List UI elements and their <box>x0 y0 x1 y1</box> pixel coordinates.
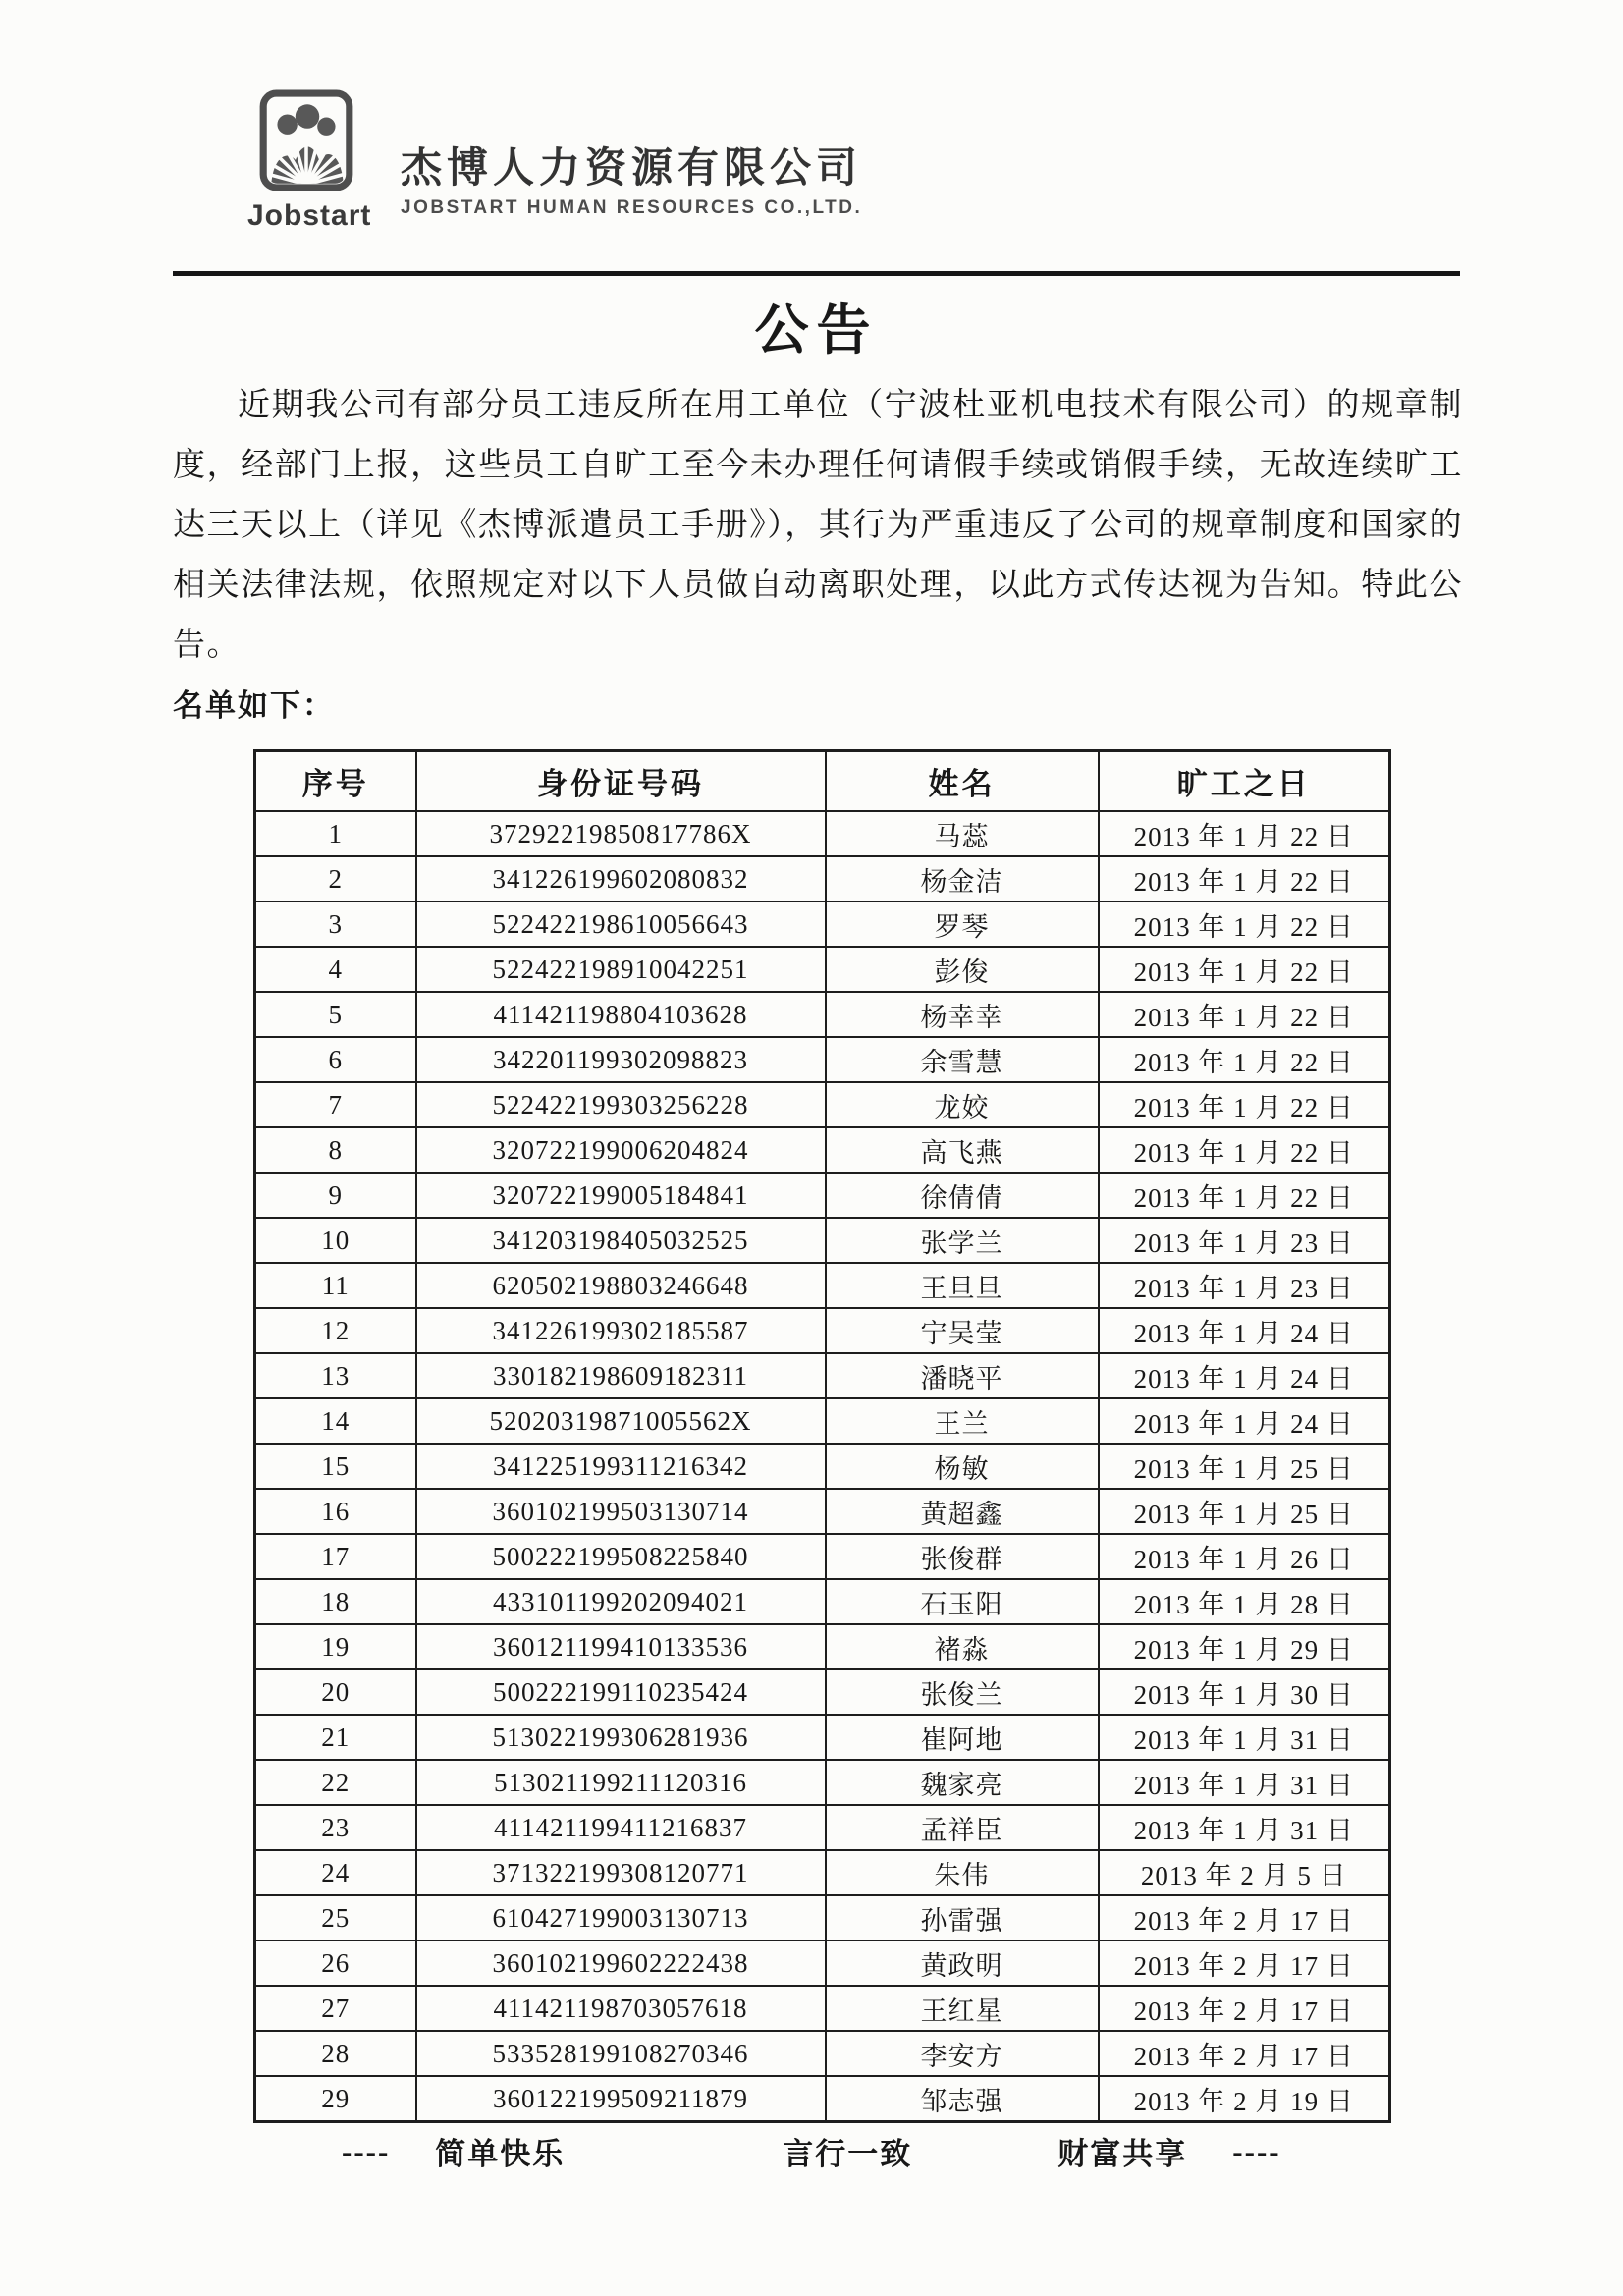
footer-slogan-3: 财富共享 <box>1057 2137 1188 2171</box>
table-cell: 2013 年 1 月 22 日 <box>1099 1173 1390 1218</box>
table-cell: 7 <box>255 1082 416 1127</box>
table-cell: 11 <box>255 1263 416 1308</box>
footer-dashes-left: ---- <box>342 2133 391 2168</box>
header-divider <box>173 271 1460 276</box>
table-cell: 360102199602222438 <box>416 1941 826 1986</box>
table-row <box>255 811 1390 856</box>
table-cell: 2013 年 1 月 31 日 <box>1099 1805 1390 1850</box>
table-cell: 孟祥臣 <box>826 1805 1099 1850</box>
table-body <box>255 811 1390 2122</box>
absentee-table <box>253 749 1391 2123</box>
table-row <box>255 1850 1390 1895</box>
table-cell: 潘晓平 <box>826 1353 1099 1398</box>
table-cell: 2013 年 1 月 24 日 <box>1099 1353 1390 1398</box>
table-cell: 黄政明 <box>826 1941 1099 1986</box>
table-cell: 19 <box>255 1624 416 1669</box>
column-header-id-number: 身份证号码 <box>416 751 826 812</box>
table-cell: 余雪慧 <box>826 1037 1099 1082</box>
table-row <box>255 1398 1390 1444</box>
table-row <box>255 1715 1390 1760</box>
table-cell: 500222199110235424 <box>416 1669 826 1715</box>
table-cell: 2013 年 1 月 23 日 <box>1099 1218 1390 1263</box>
table-cell: 邹志强 <box>826 2076 1099 2122</box>
table-cell: 13 <box>255 1353 416 1398</box>
table-cell: 24 <box>255 1850 416 1895</box>
footer-slogan-2: 言行一致 <box>783 2137 913 2171</box>
table-cell: 3 <box>255 902 416 947</box>
table-cell: 2 <box>255 856 416 902</box>
table-row <box>255 1489 1390 1534</box>
table-cell: 18 <box>255 1579 416 1624</box>
table-cell: 2013 年 1 月 22 日 <box>1099 992 1390 1037</box>
table-cell: 360122199509211879 <box>416 2076 826 2122</box>
table-cell: 崔阿地 <box>826 1715 1099 1760</box>
table-cell: 石玉阳 <box>826 1579 1099 1624</box>
table-row <box>255 1669 1390 1715</box>
logo-wordmark: Jobstart <box>247 199 372 232</box>
table-cell: 2013 年 1 月 24 日 <box>1099 1398 1390 1444</box>
table-cell: 2013 年 1 月 22 日 <box>1099 1037 1390 1082</box>
table-cell: 9 <box>255 1173 416 1218</box>
table-cell: 12 <box>255 1308 416 1353</box>
table-cell: 2013 年 2 月 17 日 <box>1099 1986 1390 2031</box>
table-cell: 29 <box>255 2076 416 2122</box>
table-cell: 52020319871005562X <box>416 1398 826 1444</box>
table-cell: 610427199003130713 <box>416 1895 826 1941</box>
table-row <box>255 856 1390 902</box>
table-cell: 龙姣 <box>826 1082 1099 1127</box>
table-row <box>255 1534 1390 1579</box>
table-row <box>255 1308 1390 1353</box>
table-cell: 孙雷强 <box>826 1895 1099 1941</box>
table-cell: 330182198609182311 <box>416 1353 826 1398</box>
table-cell: 371322199308120771 <box>416 1850 826 1895</box>
table-cell: 620502198803246648 <box>416 1263 826 1308</box>
table-row <box>255 1895 1390 1941</box>
table-cell: 魏家亮 <box>826 1760 1099 1805</box>
table-cell: 2013 年 2 月 19 日 <box>1099 2076 1390 2122</box>
company-logo <box>247 88 372 233</box>
table-cell: 张俊兰 <box>826 1669 1099 1715</box>
table-cell: 513021199211120316 <box>416 1760 826 1805</box>
table-cell: 37292219850817786X <box>416 811 826 856</box>
table-cell: 360102199503130714 <box>416 1489 826 1534</box>
table-cell: 2013 年 2 月 5 日 <box>1099 1850 1390 1895</box>
company-name-cn: 杰博人力资源有限公司 <box>401 144 863 191</box>
table-cell: 2013 年 1 月 29 日 <box>1099 1624 1390 1669</box>
column-header-absence-date: 旷工之日 <box>1099 751 1390 812</box>
table-cell: 28 <box>255 2031 416 2076</box>
table-row <box>255 1624 1390 1669</box>
table-cell: 高飞燕 <box>826 1127 1099 1173</box>
table-cell: 26 <box>255 1941 416 1986</box>
table-cell: 320722199005184841 <box>416 1173 826 1218</box>
table-header-row <box>255 751 1390 812</box>
footer-dashes-right: ---- <box>1232 2133 1281 2168</box>
table-cell: 25 <box>255 1895 416 1941</box>
table-cell: 1 <box>255 811 416 856</box>
list-label: 名单如下： <box>173 688 335 723</box>
table-cell: 张学兰 <box>826 1218 1099 1263</box>
table-cell: 徐倩倩 <box>826 1173 1099 1218</box>
table-row <box>255 1805 1390 1850</box>
table-cell: 马蕊 <box>826 811 1099 856</box>
table-row <box>255 1218 1390 1263</box>
table-cell: 2013 年 1 月 22 日 <box>1099 811 1390 856</box>
page-title: 公告 <box>754 301 879 360</box>
table-cell: 宁吴莹 <box>826 1308 1099 1353</box>
table-cell: 2013 年 1 月 25 日 <box>1099 1489 1390 1534</box>
table-cell: 320722199006204824 <box>416 1127 826 1173</box>
table-cell: 513022199306281936 <box>416 1715 826 1760</box>
footer-slogan-1: 简单快乐 <box>435 2137 566 2171</box>
table-cell: 2013 年 1 月 23 日 <box>1099 1263 1390 1308</box>
table-cell: 王兰 <box>826 1398 1099 1444</box>
table-cell: 4 <box>255 947 416 992</box>
table-cell: 2013 年 1 月 25 日 <box>1099 1444 1390 1489</box>
table-cell: 341203198405032525 <box>416 1218 826 1263</box>
table-cell: 522422198910042251 <box>416 947 826 992</box>
table-cell: 6 <box>255 1037 416 1082</box>
table-row <box>255 1444 1390 1489</box>
table-cell: 李安方 <box>826 2031 1099 2076</box>
table-cell: 2013 年 2 月 17 日 <box>1099 1895 1390 1941</box>
company-name-block <box>401 145 862 219</box>
table-cell: 彭俊 <box>826 947 1099 992</box>
table-cell: 21 <box>255 1715 416 1760</box>
table-cell: 27 <box>255 1986 416 2031</box>
table-row <box>255 1353 1390 1398</box>
table-cell: 23 <box>255 1805 416 1850</box>
table-cell: 2013 年 1 月 24 日 <box>1099 1308 1390 1353</box>
table-row <box>255 1760 1390 1805</box>
table-cell: 王红星 <box>826 1986 1099 2031</box>
column-header-serial: 序号 <box>255 751 416 812</box>
table-cell: 2013 年 1 月 22 日 <box>1099 856 1390 902</box>
table-cell: 8 <box>255 1127 416 1173</box>
table-cell: 500222199508225840 <box>416 1534 826 1579</box>
table-cell: 2013 年 1 月 30 日 <box>1099 1669 1390 1715</box>
table-cell: 533528199108270346 <box>416 2031 826 2076</box>
table-cell: 杨幸幸 <box>826 992 1099 1037</box>
footer-slogans <box>173 2129 1463 2173</box>
table-cell: 黄超鑫 <box>826 1489 1099 1534</box>
table-cell: 2013 年 1 月 28 日 <box>1099 1579 1390 1624</box>
table-cell: 20 <box>255 1669 416 1715</box>
table-cell: 16 <box>255 1489 416 1534</box>
table-cell: 14 <box>255 1398 416 1444</box>
table-row <box>255 902 1390 947</box>
table-cell: 411421198804103628 <box>416 992 826 1037</box>
table-cell: 2013 年 1 月 22 日 <box>1099 902 1390 947</box>
table-cell: 2013 年 1 月 22 日 <box>1099 1082 1390 1127</box>
table-row <box>255 1263 1390 1308</box>
table-cell: 17 <box>255 1534 416 1579</box>
table-cell: 2013 年 2 月 17 日 <box>1099 1941 1390 1986</box>
table-cell: 342201199302098823 <box>416 1037 826 1082</box>
table-cell: 王旦旦 <box>826 1263 1099 1308</box>
table-row <box>255 947 1390 992</box>
table-cell: 341226199602080832 <box>416 856 826 902</box>
table-cell: 411421198703057618 <box>416 1986 826 2031</box>
table-cell: 360121199410133536 <box>416 1624 826 1669</box>
table-row <box>255 992 1390 1037</box>
column-header-name: 姓名 <box>826 751 1099 812</box>
table-cell: 433101199202094021 <box>416 1579 826 1624</box>
table-cell: 2013 年 1 月 22 日 <box>1099 947 1390 992</box>
table-cell: 朱伟 <box>826 1850 1099 1895</box>
table-cell: 2013 年 1 月 31 日 <box>1099 1760 1390 1805</box>
table-row <box>255 1037 1390 1082</box>
table-cell: 褚淼 <box>826 1624 1099 1669</box>
table-cell: 2013 年 1 月 31 日 <box>1099 1715 1390 1760</box>
table-row <box>255 1173 1390 1218</box>
table-cell: 2013 年 2 月 17 日 <box>1099 2031 1390 2076</box>
company-name-en: JOBSTART HUMAN RESOURCES CO.,LTD. <box>401 197 863 219</box>
table-cell: 22 <box>255 1760 416 1805</box>
table-cell: 5 <box>255 992 416 1037</box>
table-cell: 341226199302185587 <box>416 1308 826 1353</box>
table-cell: 张俊群 <box>826 1534 1099 1579</box>
announcement-paragraph: 近期我公司有部分员工违反所在用工单位（宁波杜亚机电技术有限公司）的规章制度，经部门上报，这些员工自旷工至今未办理任何请假手续或销假手续，无故连续旷工达三天以上（详见《杰博派遣员工手册》），其行为严重违反了公司的规章制度和国家的相关法律法规，依照规定对以下人员做自动离职处理，以此方式传达视为告知。特此公告。 <box>173 388 1463 663</box>
table-cell: 15 <box>255 1444 416 1489</box>
people-sunburst-logo-icon <box>257 88 355 192</box>
table-cell: 2013 年 1 月 26 日 <box>1099 1534 1390 1579</box>
table-cell: 522422198610056643 <box>416 902 826 947</box>
table-row <box>255 1986 1390 2031</box>
table-cell: 341225199311216342 <box>416 1444 826 1489</box>
table-cell: 10 <box>255 1218 416 1263</box>
table-cell: 522422199303256228 <box>416 1082 826 1127</box>
table-cell: 2013 年 1 月 22 日 <box>1099 1127 1390 1173</box>
table-row <box>255 1082 1390 1127</box>
table-cell: 罗琴 <box>826 902 1099 947</box>
table-row <box>255 1579 1390 1624</box>
table-row <box>255 2076 1390 2122</box>
table-cell: 杨金洁 <box>826 856 1099 902</box>
table-row <box>255 1941 1390 1986</box>
table-cell: 杨敏 <box>826 1444 1099 1489</box>
table-row <box>255 1127 1390 1173</box>
table-cell: 411421199411216837 <box>416 1805 826 1850</box>
table-row <box>255 2031 1390 2076</box>
